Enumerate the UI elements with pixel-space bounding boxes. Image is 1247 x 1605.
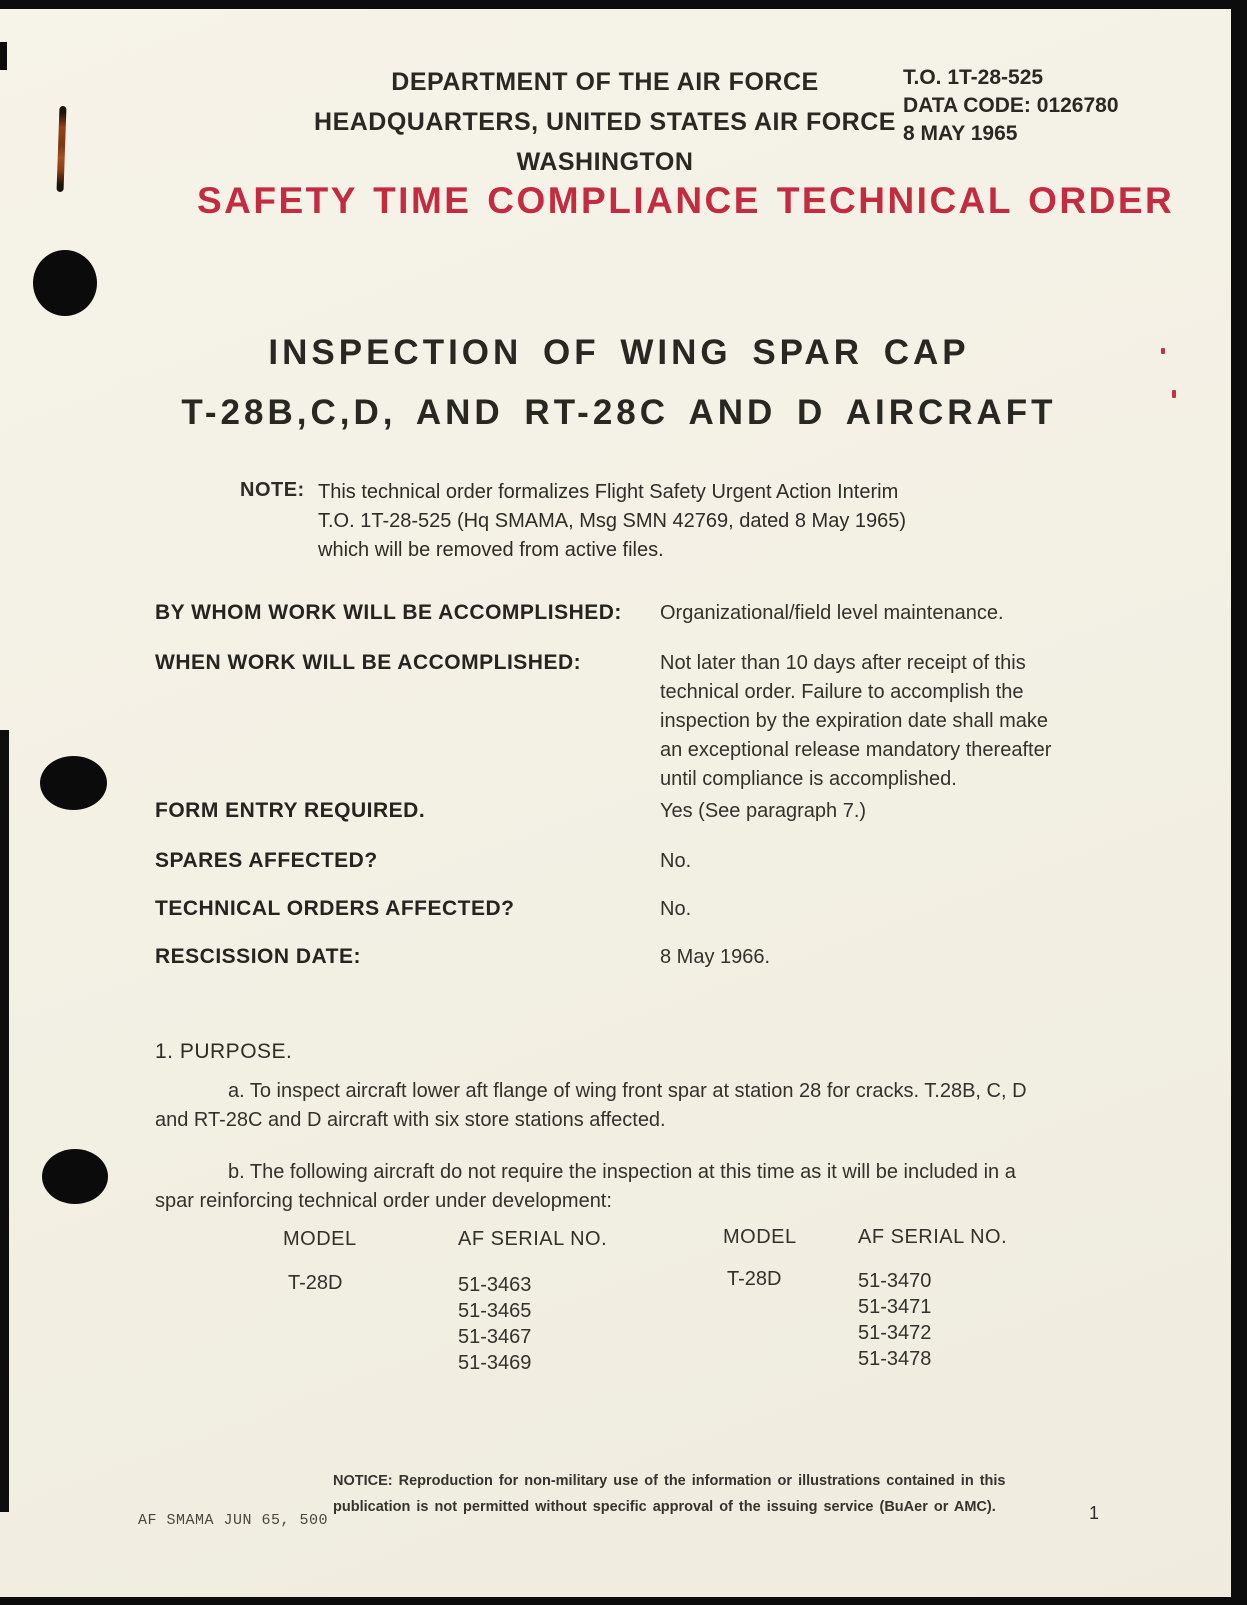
serial-number: 51-3472	[858, 1322, 932, 1344]
field-label-form-entry: FORM ENTRY REQUIRED.	[155, 799, 426, 822]
notice-line-2: publication is not permitted without specific approval of the issuing service (BuAer or AMC).	[333, 1499, 996, 1515]
scan-edge-top	[0, 0, 1247, 9]
to-identification-block	[903, 64, 1119, 148]
org-line-2: HEADQUARTERS, UNITED STATES AIR FORCE	[314, 108, 896, 136]
serial-number: 51-3469	[458, 1352, 532, 1374]
reproduction-notice	[333, 1468, 1006, 1520]
data-code: DATA CODE: 0126780	[903, 94, 1119, 117]
purpose-paragraph-a	[155, 1077, 1027, 1135]
field-label-rescission: RESCISSION DATE:	[155, 945, 361, 968]
table-model-left: T-28D	[288, 1272, 343, 1294]
serial-number: 51-3465	[458, 1300, 532, 1322]
to-number: T.O. 1T-28-525	[903, 66, 1044, 89]
field-value-when-line: technical order. Failure to accomplish the	[660, 681, 1024, 703]
table-model-right: T-28D	[727, 1268, 782, 1290]
field-label-by-whom: BY WHOM WORK WILL BE ACCOMPLISHED:	[155, 601, 622, 624]
table-header-serial-right: AF SERIAL NO.	[858, 1226, 1008, 1248]
serial-number: 51-3478	[858, 1348, 932, 1370]
table-header-model-right: MODEL	[723, 1226, 797, 1248]
note-label: NOTE:	[240, 479, 305, 501]
print-imprint: AF SMAMA JUN 65, 500	[138, 1512, 329, 1529]
table-serials-left	[458, 1272, 531, 1376]
field-value-when	[660, 649, 1051, 794]
notice-line-1: NOTICE: Reproduction for non-military use of the information or illustrations contained in this	[333, 1473, 1006, 1489]
scan-edge-right	[1231, 0, 1247, 1605]
scan-edge-notch	[0, 42, 7, 70]
field-value-when-line: an exceptional release mandatory thereafter	[660, 739, 1052, 761]
serial-number: 51-3467	[458, 1326, 532, 1348]
scan-edge-bottom	[0, 1597, 1247, 1605]
issue-date: 8 MAY 1965	[903, 122, 1018, 145]
paragraph-b-line: b. The following aircraft do not require the inspection at this time as it will be included in a	[228, 1161, 1016, 1183]
table-header-model-left: MODEL	[283, 1228, 357, 1250]
note-line: T.O. 1T-28-525 (Hq SMAMA, Msg SMN 42769, dated 8 May 1965)	[318, 510, 907, 532]
table-header-serial-left: AF SERIAL NO.	[458, 1228, 608, 1250]
field-label-tech-orders: TECHNICAL ORDERS AFFECTED?	[155, 897, 515, 920]
field-value-tech-orders: No.	[660, 898, 692, 920]
paragraph-a-line: a. To inspect aircraft lower aft flange of wing front spar at station 28 for cracks. T.28B, C, D	[228, 1080, 1027, 1102]
hole-punch-top	[33, 250, 97, 316]
field-label-spares: SPARES AFFECTED?	[155, 849, 378, 872]
rust-stain	[57, 106, 67, 192]
field-value-when-line: inspection by the expiration date shall make	[660, 710, 1049, 732]
org-line-1: DEPARTMENT OF THE AIR FORCE	[391, 68, 819, 96]
doc-title-line-2: T-28B,C,D, AND RT-28C AND D AIRCRAFT	[181, 393, 1057, 432]
field-value-form-entry: Yes (See paragraph 7.)	[660, 800, 867, 822]
paragraph-b-line: spar reinforcing technical order under development:	[155, 1190, 612, 1212]
hole-punch-middle	[40, 756, 107, 810]
purpose-heading: 1. PURPOSE.	[155, 1040, 293, 1063]
serial-number: 51-3463	[458, 1274, 532, 1296]
hole-punch-bottom	[42, 1149, 108, 1204]
stco-banner: SAFETY TIME COMPLIANCE TECHNICAL ORDER	[197, 180, 1175, 221]
org-line-3: WASHINGTON	[516, 148, 694, 176]
note-line: This technical order formalizes Flight Safety Urgent Action Interim	[318, 481, 899, 503]
note-line: which will be removed from active files.	[318, 539, 664, 561]
field-value-spares: No.	[660, 850, 692, 872]
field-value-rescission: 8 May 1966.	[660, 946, 771, 968]
serial-number: 51-3471	[858, 1296, 932, 1318]
page-number: 1	[1089, 1503, 1100, 1523]
table-serials-right	[858, 1268, 931, 1372]
field-value-when-line: until compliance is accomplished.	[660, 768, 957, 790]
paragraph-a-line: and RT-28C and D aircraft with six store stations affected.	[155, 1109, 666, 1131]
field-value-by-whom: Organizational/field level maintenance.	[660, 602, 1004, 624]
purpose-paragraph-b	[155, 1158, 1016, 1216]
doc-title-line-1: INSPECTION OF WING SPAR CAP	[268, 333, 970, 372]
note-text	[318, 478, 906, 565]
letterhead	[280, 62, 930, 182]
serial-number: 51-3470	[858, 1270, 932, 1292]
scan-edge-left	[0, 730, 9, 1512]
field-label-when: WHEN WORK WILL BE ACCOMPLISHED:	[155, 651, 582, 674]
field-value-when-line: Not later than 10 days after receipt of this	[660, 652, 1026, 674]
